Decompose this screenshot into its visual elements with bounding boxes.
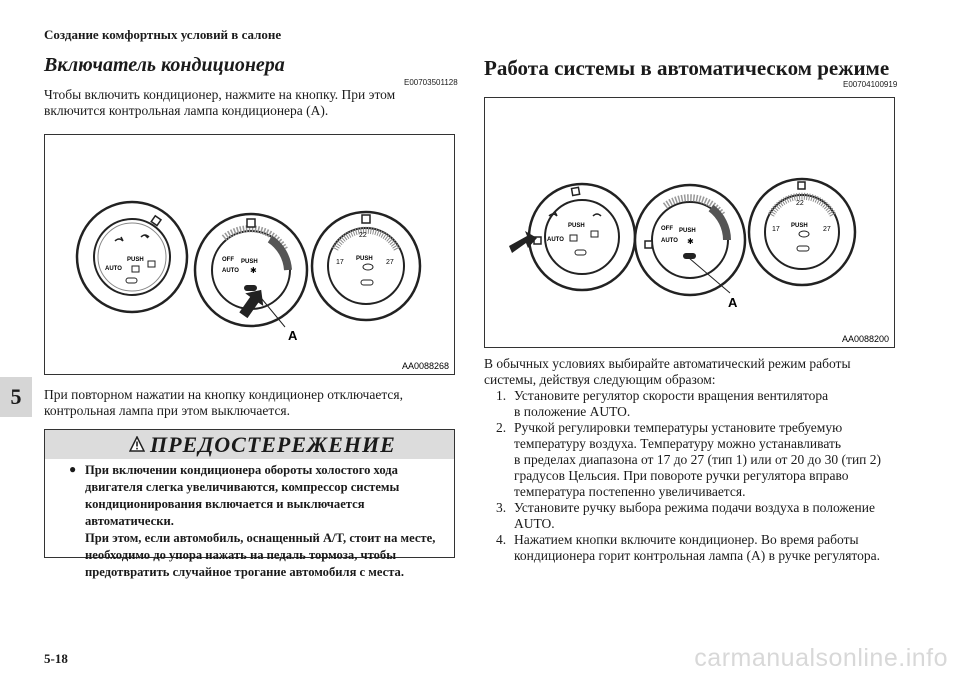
right-intro — [484, 356, 914, 388]
step-line: кондиционера горит контрольная лампа (A) в ручке регулятора. — [514, 548, 881, 563]
temperature-knob — [312, 212, 420, 320]
figure-id-right: AA0088200 — [842, 334, 890, 344]
ac-panel-illustration — [45, 135, 454, 374]
temperature-knob-right — [749, 179, 855, 285]
r-knob2-push: PUSH — [679, 228, 696, 234]
warning-line: предотвратить случайное трогание автомобиля с места. — [85, 565, 404, 579]
step-line: в положение AUTO. — [514, 404, 631, 419]
watermark: carmanualsonline.info — [694, 644, 948, 672]
step-line: температура постепенно увеличивается. — [514, 484, 746, 499]
left-after-text — [44, 387, 454, 419]
step-number: 3. — [496, 500, 507, 515]
warning-text — [85, 462, 447, 581]
knob1-push-label: PUSH — [127, 257, 144, 263]
fan-knob — [77, 202, 187, 312]
figure-auto-mode — [484, 97, 895, 348]
warning-box — [44, 429, 455, 579]
step-number: 4. — [496, 532, 507, 547]
left-after-line: контрольная лампа при этом выключается. — [44, 403, 291, 418]
knob2-push-label: PUSH — [241, 259, 258, 265]
r-knob1-auto: AUTO — [547, 237, 564, 243]
r-temp-right: 27 — [823, 226, 831, 233]
step-line: Нажатием кнопки включите кондиционер. Во время работы — [514, 532, 859, 547]
step-line: градусов Цельсия. При повороте ручки регулятора вправо — [514, 468, 849, 483]
r-callout-a: A — [728, 295, 738, 310]
chapter-tab: 5 — [0, 377, 32, 417]
step-line: Установите регулятор скорости вращения вентилятора — [514, 388, 829, 403]
knob2-off-label: OFF — [222, 257, 234, 263]
step-item — [484, 420, 924, 500]
step-line: Установите ручку выбора режима подачи воздуха в положение — [514, 500, 875, 515]
page-number: 5-18 — [44, 651, 68, 666]
step-item — [484, 500, 924, 532]
warning-header — [45, 430, 454, 459]
right-section-title: Работа системы в автоматическом режиме — [484, 56, 890, 80]
left-intro — [44, 87, 454, 119]
bullet-icon: ● — [69, 462, 77, 476]
knob1-auto-label: AUTO — [105, 266, 122, 272]
fan-knob-right — [509, 184, 635, 290]
warning-line: При включении кондиционера обороты холостого хода — [85, 463, 398, 477]
left-section-title: Включатель кондиционера — [44, 54, 285, 76]
step-item — [484, 532, 924, 564]
knob3-push-label: PUSH — [356, 256, 373, 262]
right-intro-line: В обычных условиях выбирайте автоматический режим работы — [484, 356, 851, 371]
warning-line: кондиционирования включается и выключается автоматически. — [85, 497, 365, 528]
step-line: в пределах диапазона от 17 до 27 (тип 1) или от 20 до 30 (тип 2) — [514, 452, 882, 467]
step-item — [484, 388, 924, 420]
r-knob2-off: OFF — [661, 226, 673, 232]
svg-text:✱: ✱ — [250, 266, 257, 275]
figure-ac-switch — [44, 134, 455, 375]
temp-right-label: 27 — [386, 259, 394, 266]
warning-title: ПРЕДОСТЕРЕЖЕНИЕ — [150, 432, 396, 457]
knob2-auto-label: AUTO — [222, 268, 239, 274]
r-knob2-auto: AUTO — [661, 238, 678, 244]
temp-mid-label: 22 — [359, 232, 367, 239]
left-intro-line: включится контрольная лампа кондиционера (A). — [44, 103, 329, 118]
running-header: Создание комфортных условий в салоне — [44, 27, 282, 42]
temp-left-label: 17 — [336, 259, 344, 266]
right-section-code: E00704100919 — [843, 80, 898, 89]
warning-line: необходимо до упора нажать на педаль тормоза, чтобы — [85, 548, 397, 562]
mode-knob-right — [635, 185, 745, 310]
r-temp-left: 17 — [772, 226, 780, 233]
step-line: AUTO. — [514, 516, 555, 531]
r-temp-mid: 22 — [796, 200, 804, 207]
step-line: температуру воздуха. Температуру можно устанавливать — [514, 436, 842, 451]
auto-mode-illustration — [485, 98, 894, 347]
figure-id-left: AA0088268 — [402, 361, 450, 371]
step-number: 1. — [496, 388, 507, 403]
warning-triangle-icon — [129, 436, 145, 452]
svg-text:✱: ✱ — [687, 237, 694, 246]
left-section-code: E00703501128 — [404, 78, 458, 87]
right-intro-line: системы, действуя следующим образом: — [484, 372, 716, 387]
warning-line: При этом, если автомобиль, оснащенный A/T, стоит на месте, — [85, 531, 436, 545]
r-knob1-push: PUSH — [568, 223, 585, 229]
step-line: Ручкой регулировки температуры установите требуемую — [514, 420, 843, 435]
callout-a: A — [288, 328, 298, 343]
left-intro-line: Чтобы включить кондиционер, нажмите на кнопку. При этом — [44, 87, 396, 102]
warning-line: двигателя слегка увеличиваются, компрессор системы — [85, 480, 400, 494]
left-after-line: При повторном нажатии на кнопку кондиционер отключается, — [44, 387, 403, 402]
steps-list — [484, 388, 924, 564]
step-number: 2. — [496, 420, 507, 435]
r-knob3-push: PUSH — [791, 223, 808, 229]
